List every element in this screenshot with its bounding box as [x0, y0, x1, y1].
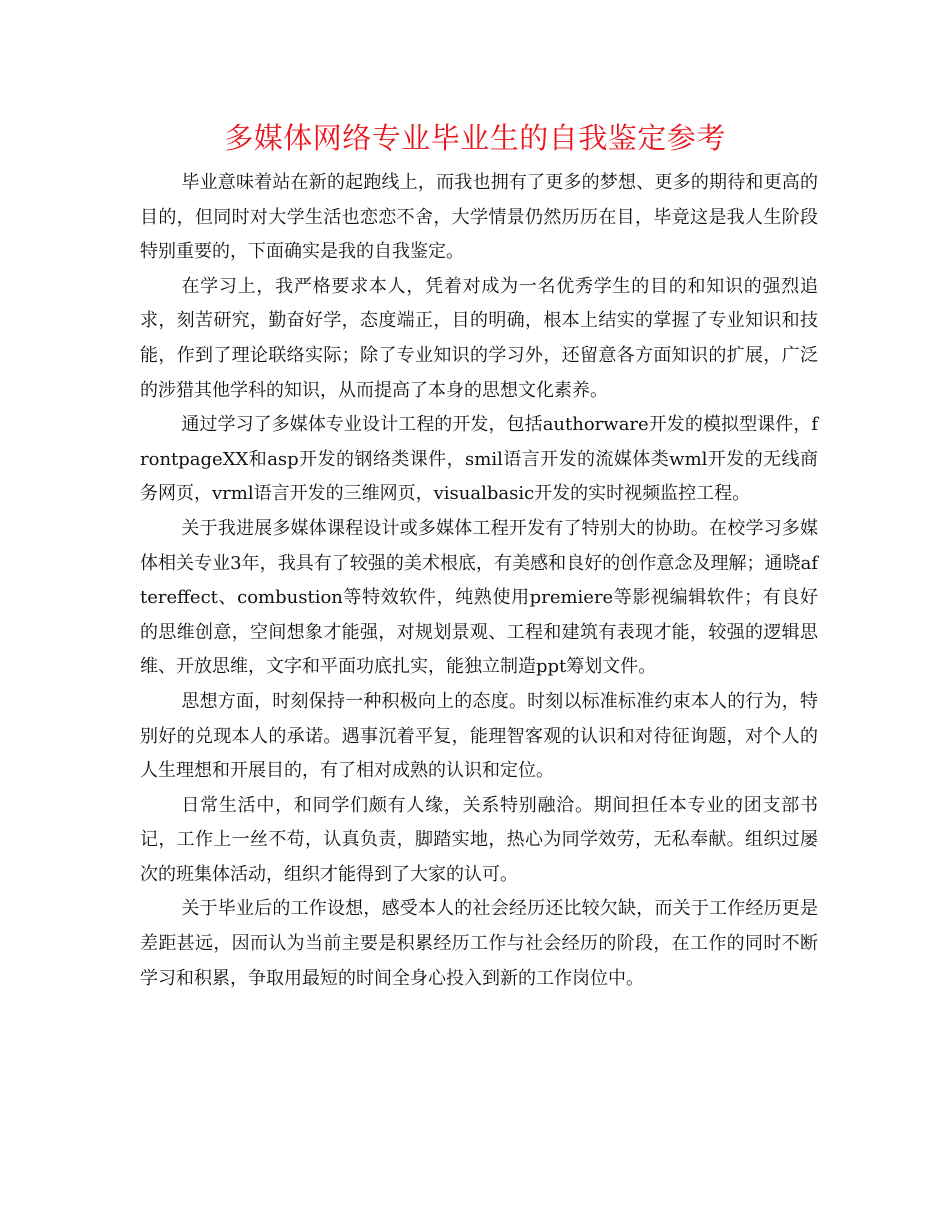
- paragraph: 在学习上，我严格要求本人，凭着对成为一名优秀学生的目的和知识的强烈追求，刻苦研究，勤奋好学，态度端正，目的明确，根本上结实的掌握了专业知识和技能，作到了理论联络实际；除了专业知识的学习外，还留意各方面知识的扩展，广泛的涉猎其他学科的知识，从而提高了本身的思想文化素养。: [140, 275, 818, 401]
- paragraph: 日常生活中，和同学们颇有人缘，关系特别融洽。期间担任本专业的团支部书记，工作上一丝不苟，认真负责，脚踏实地，热心为同学效劳，无私奉献。组织过屡次的班集体活动，组织才能得到了大家的认可。: [140, 794, 818, 885]
- paragraph: 毕业意味着站在新的起跑线上，而我也拥有了更多的梦想、更多的期待和更高的目的，但同时对大学生活也恋恋不舍，大学情景仍然历历在目，毕竟这是我人生阶段特别重要的，下面确实是我的自我鉴定。: [140, 172, 818, 263]
- paragraph: 关于我进展多媒体课程设计或多媒体工程开发有了特别大的协助。在校学习多媒体相关专业3年，我具有了较强的美术根底，有美感和良好的创作意念及理解；通晓aftereffect、combustion等特效软件，纯熟使用premiere等影视编辑软件；有良好的思维创意，空间想象才能强，对规划景观、工程和建筑有表现才能，较强的逻辑思维、开放思维，文字和平面功底扎实，能独立制造ppt筹划文件。: [140, 517, 818, 678]
- document-body: [140, 166, 818, 996]
- paragraph: 关于毕业后的工作设想，感受本人的社会经历还比较欠缺，而关于工作经历更是差距甚远，因而认为当前主要是积累经历工作与社会经历的阶段，在工作的同时不断学习和积累，争取用最短的时间全身心投入到新的工作岗位中。: [140, 898, 818, 989]
- document-title: 多媒体网络专业毕业生的自我鉴定参考: [224, 121, 726, 155]
- paragraph: 通过学习了多媒体专业设计工程的开发，包括authorware开发的模拟型课件，frontpageXX和asp开发的钢络类课件，smil语言开发的流媒体类wml开发的无线商务网页，vrml语言开发的三维网页，visualbasic开发的实时视频监控工程。: [140, 414, 818, 505]
- paragraph: 思想方面，时刻保持一种积极向上的态度。时刻以标准标准约束本人的行为，特别好的兑现本人的承诺。遇事沉着平复，能理智客观的认识和对待征询题，对个人的人生理想和开展目的，有了相对成熟的认识和定位。: [140, 690, 818, 782]
